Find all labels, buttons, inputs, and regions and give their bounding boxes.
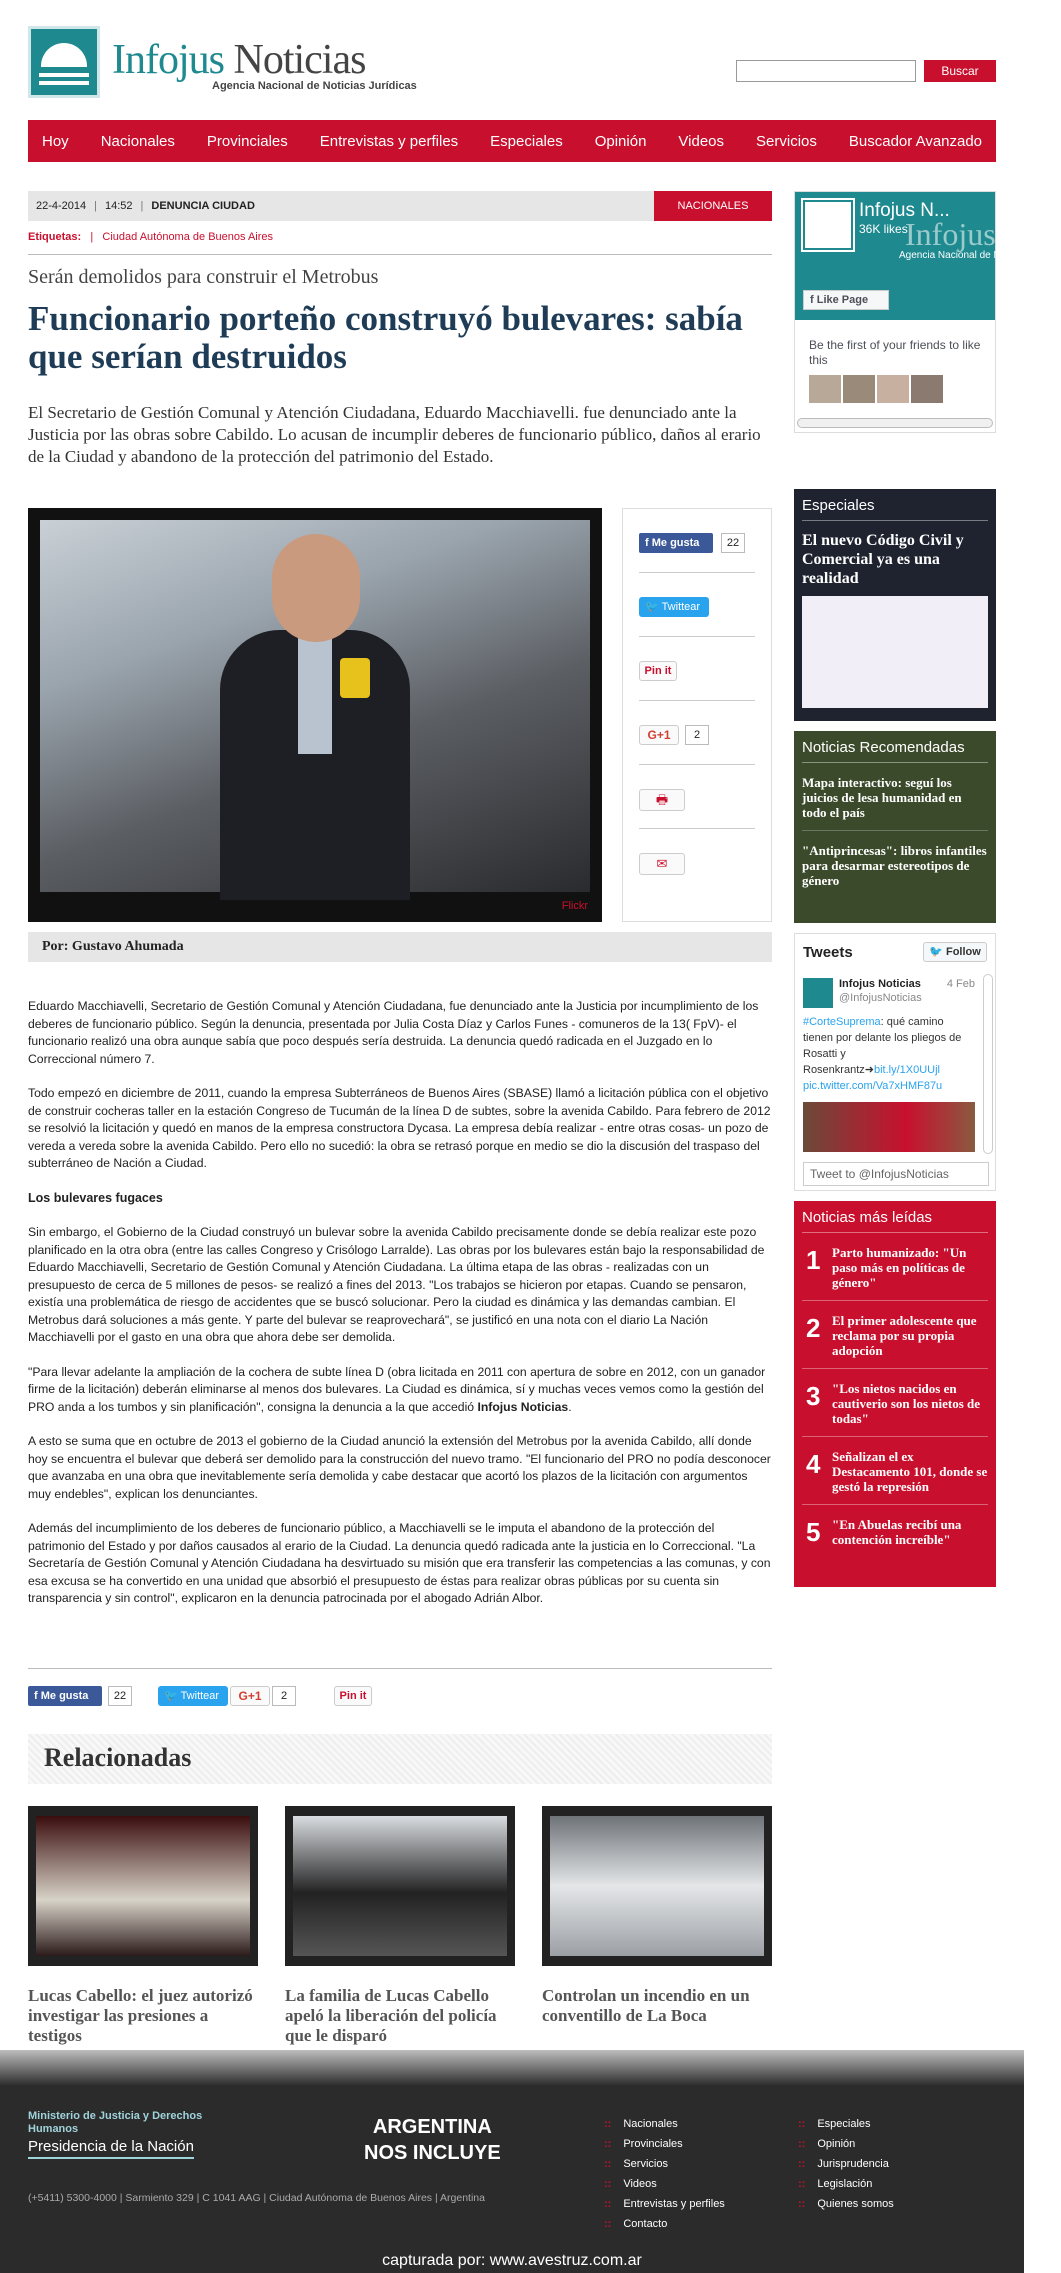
- paragraph: Además del incumplimiento de los deberes de funcionario público, a Macchiavelli se le imputa el abandono de la protección del patrimonio del Estado y por daños causados al erario de la Ciudad. La denuncia quedó radicada ante la justicia en lo Correccional. "La Secretaría de Gestión Comunal y Atención Ciudadana ha desvirtuado su misión que era transferir las competencias a las comunas, y con esa excusa se ha convertido en una unidad que absorbió el presupuesto de éstas para realizar obras públicas por su cuenta sin transparencia y sin control", explicaron en la denuncia patrocinada por el abogado Adrián Albor.: [28, 1521, 771, 1605]
- mas-leida-title[interactable]: El primer adolescente que reclama por su propia adopción: [832, 1313, 977, 1358]
- recomendadas-heading: Noticias Recomendadas: [802, 739, 988, 763]
- article-body: [28, 998, 772, 1625]
- tag-link[interactable]: Ciudad Autónoma de Buenos Aires: [102, 231, 274, 243]
- presidencia-logo[interactable]: Presidencia de la Nación: [28, 2138, 194, 2159]
- article-author: Por: Gustavo Ahumada: [28, 932, 772, 962]
- follow-button[interactable]: 🐦 Follow: [923, 942, 987, 962]
- tweet-author[interactable]: Infojus Noticias: [839, 978, 921, 990]
- footer-link[interactable]: :: Servicios: [604, 2154, 725, 2174]
- related-thumbnail[interactable]: [285, 1806, 515, 1966]
- especiales-heading: Especiales: [802, 497, 988, 521]
- friends-text: Be the first of your friends to like this: [809, 338, 981, 367]
- recomendadas-box: [794, 731, 996, 923]
- tweets-heading: Tweets: [803, 944, 853, 961]
- site-logo[interactable]: [28, 26, 100, 98]
- facebook-cover[interactable]: Infojus Noti Agencia Nacional de Noti Infojus N... 36K likes f Like Page: [795, 192, 995, 320]
- mas-leida-title[interactable]: Señalizan el ex Destacamento 101, donde se gestó la represión: [832, 1449, 988, 1494]
- footer-link[interactable]: :: Especiales: [798, 2114, 894, 2134]
- divider: [28, 1668, 772, 1669]
- facebook-likes: 36K likes: [859, 222, 908, 236]
- paragraph: Eduardo Macchiavelli, Secretario de Gestión Comunal y Atención Ciudadana, fue denunciado ante la Justicia por incumplimiento de los deberes de funcionario público. Según la denuncia, presentada por Julia Costa Díaz y Carlos Funes - comuneros de la 13( FpV)- el funcionario realizó una obra aunque sabía que poco después sería destruida. La denuncia quedó radicada en el Juzgado en lo Correccional número 7.: [28, 999, 759, 1066]
- rank-number: 5: [806, 1517, 821, 1547]
- facebook-like-button[interactable]: f Me gusta: [28, 1686, 102, 1706]
- mas-leida-item[interactable]: [802, 1517, 988, 1571]
- nav-item[interactable]: Servicios: [756, 132, 817, 150]
- googleplus-button[interactable]: G+1: [639, 725, 679, 745]
- tweet-input[interactable]: Tweet to @InfojusNoticias: [803, 1162, 989, 1186]
- main-nav: [28, 120, 996, 162]
- nav-item[interactable]: Provinciales: [206, 132, 288, 150]
- related-item[interactable]: [285, 1806, 515, 2046]
- related-thumbnail[interactable]: [542, 1806, 772, 1966]
- nav-item[interactable]: Videos: [678, 132, 725, 150]
- footer-link[interactable]: :: Legislación: [798, 2174, 894, 2194]
- mas-leida-title[interactable]: "En Abuelas recibí una contención increíble": [832, 1517, 962, 1547]
- mas-leida-item[interactable]: [802, 1313, 988, 1369]
- especiales-box: [794, 489, 996, 721]
- microphone-icon: [340, 658, 370, 698]
- rank-number: 2: [806, 1313, 821, 1343]
- facebook-like-button[interactable]: f Me gusta: [639, 533, 713, 553]
- pinterest-button[interactable]: Pin it: [334, 1686, 372, 1706]
- footer-link[interactable]: :: Videos: [604, 2174, 725, 2194]
- article-meta: 22-4-2014 | 14:52 | DENUNCIA CIUDAD NACIONALES: [28, 191, 772, 221]
- nav-item[interactable]: Hoy: [42, 132, 69, 150]
- tweet-photo[interactable]: [803, 1102, 975, 1152]
- footer-address: (+5411) 5300-4000 | Sarmiento 329 | C 1041 AAG | Ciudad Autónoma de Buenos Aires | Argentina: [28, 2192, 485, 2204]
- facebook-like-count: 22: [108, 1686, 132, 1706]
- tweet-avatar[interactable]: [803, 978, 833, 1008]
- brand-name[interactable]: Infojus Noticias: [112, 37, 366, 83]
- footer-link[interactable]: :: Quienes somos: [798, 2194, 894, 2214]
- article-date: 22-4-2014: [36, 200, 87, 212]
- rank-number: 3: [806, 1381, 821, 1411]
- footer-links-col1: [604, 2114, 725, 2234]
- especiales-title[interactable]: El nuevo Código Civil y Comercial ya es una realidad: [802, 532, 964, 587]
- search-input[interactable]: [736, 60, 916, 82]
- related-item[interactable]: [542, 1806, 772, 2026]
- mas-leida-item[interactable]: [802, 1449, 988, 1505]
- facebook-like-count: 22: [721, 533, 745, 553]
- article-tags: Etiquetas: | Ciudad Autónoma de Buenos Aires: [28, 231, 274, 243]
- footer-link[interactable]: :: Provinciales: [604, 2134, 725, 2154]
- ministerio-logo[interactable]: Ministerio de Justicia y Derechos Humanos: [28, 2110, 203, 2135]
- tweet-handle: @InfojusNoticias: [839, 992, 922, 1004]
- page-avatar: [803, 200, 853, 250]
- mas-leidas-box: [794, 1201, 996, 1587]
- mas-leidas-heading: Noticias más leídas: [802, 1209, 988, 1233]
- recomendada-item[interactable]: "Antiprincesas": libros infantiles para desarmar estereotipos de género: [802, 843, 987, 888]
- article-photo[interactable]: [28, 508, 602, 922]
- tweet-date: 4 Feb: [946, 978, 975, 990]
- logo-sun-icon: [41, 43, 87, 67]
- nav-item[interactable]: Especiales: [490, 132, 563, 150]
- friend-faces: [809, 375, 949, 403]
- pinterest-button[interactable]: Pin it: [639, 661, 677, 681]
- photo-credit[interactable]: Flickr: [561, 900, 588, 912]
- especiales-image[interactable]: [802, 596, 988, 708]
- nav-item[interactable]: Opinión: [594, 132, 647, 150]
- vertical-scrollbar[interactable]: [983, 974, 993, 1154]
- bottom-share-bar: [28, 1686, 428, 1708]
- paragraph: Sin embargo, el Gobierno de la Ciudad construyó un bulevar sobre la avenida Cabildo precisamente donde se debía realizar este pozo planificado en la otra obra (entre las calles Congreso y Crisólogo Larralde). Las obras por los bulevares están bajo la responsabilidad de Eduardo Macchiavelli, Secretario de Gestión Comunal y Atención Ciudadana. La última etapa de las obras - realizadas con un presupuesto de cerca de 5 millones de pesos- se realizó a fines del 2013. "Los trabajos se hicieron por etapas. Cuando se pensaron, existía una problemática de riesgo de accidentes que se buscó solucionar. Pero la ciudad es dinámica y las demandas cambian. El Metrobus dará soluciones a más gente. Y parte del bulevar se reaprovechará", se justificó en una nota con el diario La Nación Macchiavelli por el gasto en una obra que ahora debe ser demolida.: [28, 1225, 765, 1344]
- twitter-widget: [794, 933, 996, 1191]
- paragraph: "Para llevar adelante la ampliación de la cochera de subte línea D (obra licitada en 2011 con apertura de sobre en 2012, con un ganador firme de la licitación) deberán eliminarse al menos dos bulevares. La Ciudad es dinámica, sí y muchas veces vemos como la gestión del PRO anda a los tumbos y sin planificación", consigna la denuncia a la que accedió Infojus Noticias.: [28, 1364, 766, 1414]
- like-page-button[interactable]: f Like Page: [803, 290, 889, 310]
- googleplus-count: 2: [272, 1686, 296, 1706]
- divider: [28, 254, 772, 255]
- related-title[interactable]: La familia de Lucas Cabello apeló la liberación del policía que le disparó: [285, 1986, 497, 2045]
- recomendada-item[interactable]: Mapa interactivo: seguí los juicios de lesa humanidad en todo el país: [802, 775, 988, 831]
- mas-leida-item[interactable]: [802, 1245, 988, 1301]
- related-title[interactable]: Controlan un incendio en un conventillo de La Boca: [542, 1986, 750, 2025]
- footer-links-col2: [798, 2114, 894, 2214]
- argentina-logo: ARGENTINA NOS INCLUYE: [364, 2116, 501, 2164]
- nav-item[interactable]: Entrevistas y perfiles: [319, 132, 459, 150]
- article-title: Funcionario porteño construyó bulevares: sabía que serían destruidos: [28, 299, 743, 376]
- footer-link[interactable]: :: Contacto: [604, 2214, 725, 2234]
- paragraph: A esto se suma que en octubre de 2013 el gobierno de la Ciudad anunció la extensión del Metrobus por la avenida Cabildo, allí donde hoy se encuentra el bulevar que deberá ser demolido para la construcción del nuevo tramo. "El funcionario del PRO no podía desconocer que avanzaba en una obra que inevitablemente sería demolida y cabe destacar que acortó los plazos de la licitación con argumentos muy endebles", explican los denunciantes.: [28, 1434, 771, 1501]
- twitter-share-button[interactable]: 🐦 Twittear: [639, 597, 709, 617]
- share-panel: [622, 508, 772, 922]
- twitter-share-button[interactable]: 🐦 Twittear: [158, 1686, 228, 1706]
- horizontal-scrollbar[interactable]: [797, 418, 993, 428]
- search-button[interactable]: Buscar: [924, 60, 996, 82]
- related-thumbnail[interactable]: [28, 1806, 258, 1966]
- googleplus-count: 2: [685, 725, 709, 745]
- footer-link[interactable]: :: Opinión: [798, 2134, 894, 2154]
- related-item[interactable]: [28, 1806, 258, 2046]
- footer: [0, 2050, 1024, 2273]
- print-icon[interactable]: 🖶: [639, 789, 685, 811]
- article-time: 14:52: [105, 200, 133, 212]
- mas-leida-title[interactable]: Parto humanizado: "Un paso más en políticas de género": [832, 1245, 967, 1290]
- footer-link[interactable]: :: Entrevistas y perfiles: [604, 2194, 725, 2214]
- facebook-page-name[interactable]: Infojus N...: [859, 200, 950, 221]
- article-lead: El Secretario de Gestión Comunal y Atención Ciudadana, Eduardo Macchiavelli. fue denunciado ante la Justicia por las obras sobre Cabildo. Lo acusan de incumplir deberes de funcionario público, daños al erario de la Ciudad y abandono de la protección del patrimonio del Estado.: [28, 403, 761, 466]
- nav-item[interactable]: Nacionales: [100, 132, 175, 150]
- mas-leida-title[interactable]: "Los nietos nacidos en cautiverio son los nietos de todas": [832, 1381, 981, 1426]
- article-kicker: Serán demolidos para construir el Metrobus: [28, 266, 379, 288]
- rank-number: 1: [806, 1245, 821, 1275]
- paragraph: Todo empezó en diciembre de 2011, cuando la empresa Subterráneos de Buenos Aires (SBASE) llamó a licitación pública con el objetivo de construir cocheras taller en la estación Congreso de Tucumán de la línea D de subtes, sobre la avenida Cabildo. Para febrero de 2012 se resolvió la licitación y quedó en manos de la empresa constructora Dycasa. La empresa debía realizar - entre otras cosas- un pozo de vereda a vereda sobre la avenida Cabildo. Pero ello no sucedió: la obra se retrasó porque en medio se dio la discusión del traspaso del subterráneo de Nación a Ciudad.: [28, 1086, 771, 1170]
- email-icon[interactable]: ✉: [639, 853, 685, 875]
- nav-item[interactable]: Buscador Avanzado: [848, 132, 983, 150]
- section-badge[interactable]: NACIONALES: [654, 191, 772, 221]
- footer-link[interactable]: :: Nacionales: [604, 2114, 725, 2134]
- brand-subtitle: Agencia Nacional de Noticias Jurídicas: [212, 80, 417, 92]
- facebook-page-widget: [794, 191, 1061, 433]
- footer-link[interactable]: :: Jurisprudencia: [798, 2154, 894, 2174]
- mas-leida-item[interactable]: [802, 1381, 988, 1437]
- related-title[interactable]: Lucas Cabello: el juez autorizó investigar las presiones a testigos: [28, 1986, 253, 2045]
- capture-caption: capturada por: www.avestruz.com.ar: [382, 2252, 642, 2269]
- tweet-text: #CorteSuprema: qué camino tienen por delante los pliegos de Rosatti y Rosenkrantz➜bit.ly/1X0UUjl pic.twitter.com/Va7xHMF87u: [803, 1016, 962, 1092]
- subheading: Los bulevares fugaces: [28, 1190, 163, 1205]
- rank-number: 4: [806, 1449, 821, 1479]
- related-heading-bar: Relacionadas: [28, 1734, 772, 1784]
- article-category: DENUNCIA CIUDAD: [151, 200, 255, 212]
- googleplus-button[interactable]: G+1: [230, 1686, 270, 1706]
